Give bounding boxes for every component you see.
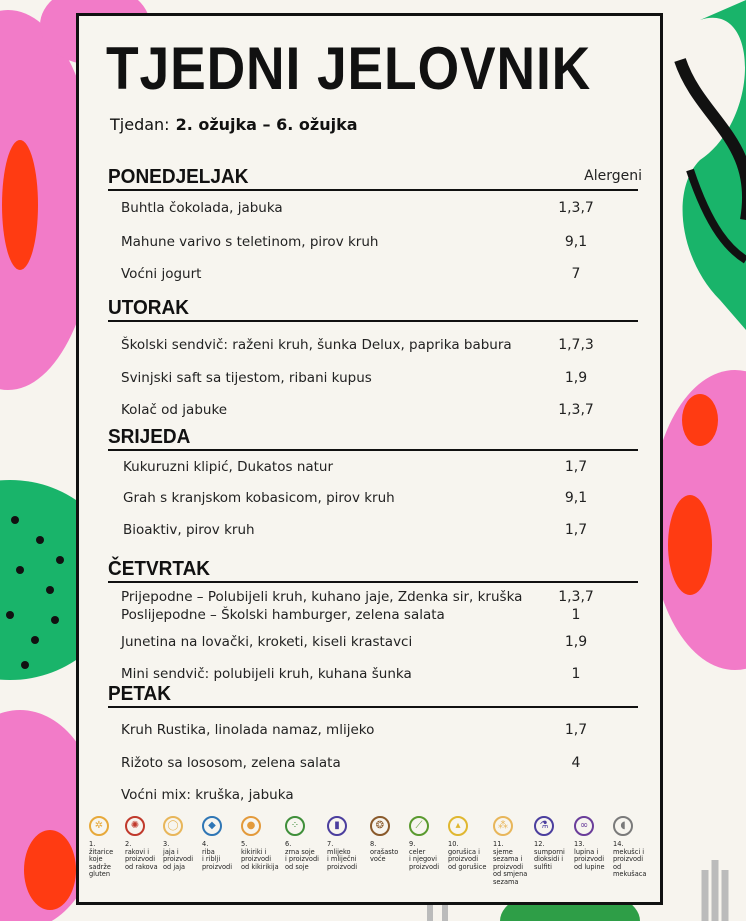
page-title: TJEDNI JELOVNIK	[106, 35, 592, 102]
legend-item: ▮ 7. mlijeko i mliječni proizvodi	[327, 816, 367, 871]
menu-item: Kruh Rustika, linolada namaz, mlijeko	[121, 722, 375, 738]
day-header-friday	[108, 684, 638, 708]
menu-item: Svinjski saft sa tijestom, ribani kupus	[121, 370, 372, 386]
legend-item: ● 5. kikiriki i proizvodi od kikirikija	[241, 816, 281, 871]
day-name: PETAK	[108, 683, 171, 705]
day-header-thursday	[108, 559, 638, 583]
menu-item: Junetina na lovački, kroketi, kiseli krastavci	[121, 634, 413, 650]
day-name: ČETVRTAK	[108, 558, 211, 580]
fish-icon: ◆	[202, 816, 222, 836]
allergen-codes: 4	[571, 755, 581, 771]
allergen-codes: 1,7	[564, 722, 588, 738]
allergen-codes: 1,3,7	[558, 200, 594, 216]
day-header-monday	[108, 166, 642, 191]
allergen-codes: 1,9	[564, 370, 588, 386]
legend-item: ▴ 10. gorušica i proizvodi od gorušice	[448, 816, 488, 871]
legend-item: ⁘ 6. zrna soje i proizvodi od soje	[285, 816, 325, 871]
day-name: PONEDJELJAK	[108, 166, 249, 188]
sulfite-icon: ⚗	[534, 816, 554, 836]
menu-item: Mahune varivo s teletinom, pirov kruh	[121, 234, 379, 250]
mustard-icon: ▴	[448, 816, 468, 836]
legend-item: ⁂ 11. sjeme sezama i proizvodi od smjena sezama	[493, 816, 533, 887]
menu-item: Voćni mix: kruška, jabuka	[121, 787, 294, 803]
allergen-codes: 7	[571, 266, 581, 282]
allergen-codes: 9,1	[564, 490, 588, 506]
peanut-icon: ●	[241, 816, 261, 836]
menu-item: Mini sendvič: polubijeli kruh, kuhana šunka	[121, 666, 412, 682]
menu-item: Kolač od jabuke	[121, 402, 228, 418]
legend-item: ◆ 4. riba i riblji proizvodi	[202, 816, 242, 871]
legend-item: ◯ 3. jaja i proizvodi od jaja	[163, 816, 203, 871]
week-range	[110, 115, 358, 134]
menu-item: Voćni jogurt	[121, 266, 202, 282]
menu-card	[76, 13, 663, 905]
menu-item: Poslijepodne – Školski hamburger, zelena salata	[121, 607, 445, 623]
legend-item: ✺ 2. rakovi i proizvodi od rakova	[125, 816, 165, 871]
soy-icon: ⁘	[285, 816, 305, 836]
egg-icon: ◯	[163, 816, 183, 836]
week-label: Tjedan:	[110, 115, 170, 134]
shell-icon: ◖	[613, 816, 633, 836]
menu-item: Bioaktiv, pirov kruh	[123, 522, 255, 538]
allergen-codes: 1	[571, 666, 581, 682]
menu-item: Buhtla čokolada, jabuka	[121, 200, 283, 216]
nut-icon: ❂	[370, 816, 390, 836]
allergen-codes: 9,1	[564, 234, 588, 250]
legend-item: ✲ 1. žitarice koje sadrže gluten	[89, 816, 129, 879]
legend-item: ◖ 14. mekušci i proizvodi od mekušaca	[613, 816, 653, 879]
menu-item: Prijepodne – Polubijeli kruh, kuhano jaje, Zdenka sir, kruška	[121, 589, 523, 605]
day-name: UTORAK	[108, 297, 189, 319]
sesame-icon: ⁂	[493, 816, 513, 836]
celery-icon: ⟋	[409, 816, 429, 836]
menu-item: Kukuruzni klipić, Dukatos natur	[123, 459, 334, 475]
wheat-icon: ✲	[89, 816, 109, 836]
crab-icon: ✺	[125, 816, 145, 836]
allergen-codes: 1,9	[564, 634, 588, 650]
legend-item: ⟋ 9. celer i njegovi proizvodi	[409, 816, 449, 871]
milk-icon: ▮	[327, 816, 347, 836]
allergen-codes: 1	[571, 607, 581, 623]
allergen-codes: 1,3,7	[558, 402, 594, 418]
legend-item: ∞ 13. lupina i proizvodi od lupine	[574, 816, 614, 871]
day-header-tuesday	[108, 298, 638, 322]
legend-item: ⚗ 12. sumporni dioksidi i sulfiti	[534, 816, 574, 871]
menu-item: Rižoto sa lososom, zelena salata	[121, 755, 341, 771]
day-header-wednesday	[108, 427, 638, 451]
menu-item: Grah s kranjskom kobasicom, pirov kruh	[123, 490, 395, 506]
allergen-codes: 1,7,3	[558, 337, 594, 353]
allergens-header: Alergeni	[584, 168, 642, 184]
menu-item: Školski sendvič: raženi kruh, šunka Delux, paprika babura	[121, 337, 512, 353]
legend-item: ❂ 8. orašasto voće	[370, 816, 410, 864]
allergen-codes: 1,7	[564, 459, 588, 475]
allergen-codes: 1,3,7	[558, 589, 594, 605]
week-dates: 2. ožujka – 6. ožujka	[175, 115, 358, 134]
lupin-icon: ∞	[574, 816, 594, 836]
allergen-codes: 1,7	[564, 522, 588, 538]
day-name: SRIJEDA	[108, 426, 191, 448]
